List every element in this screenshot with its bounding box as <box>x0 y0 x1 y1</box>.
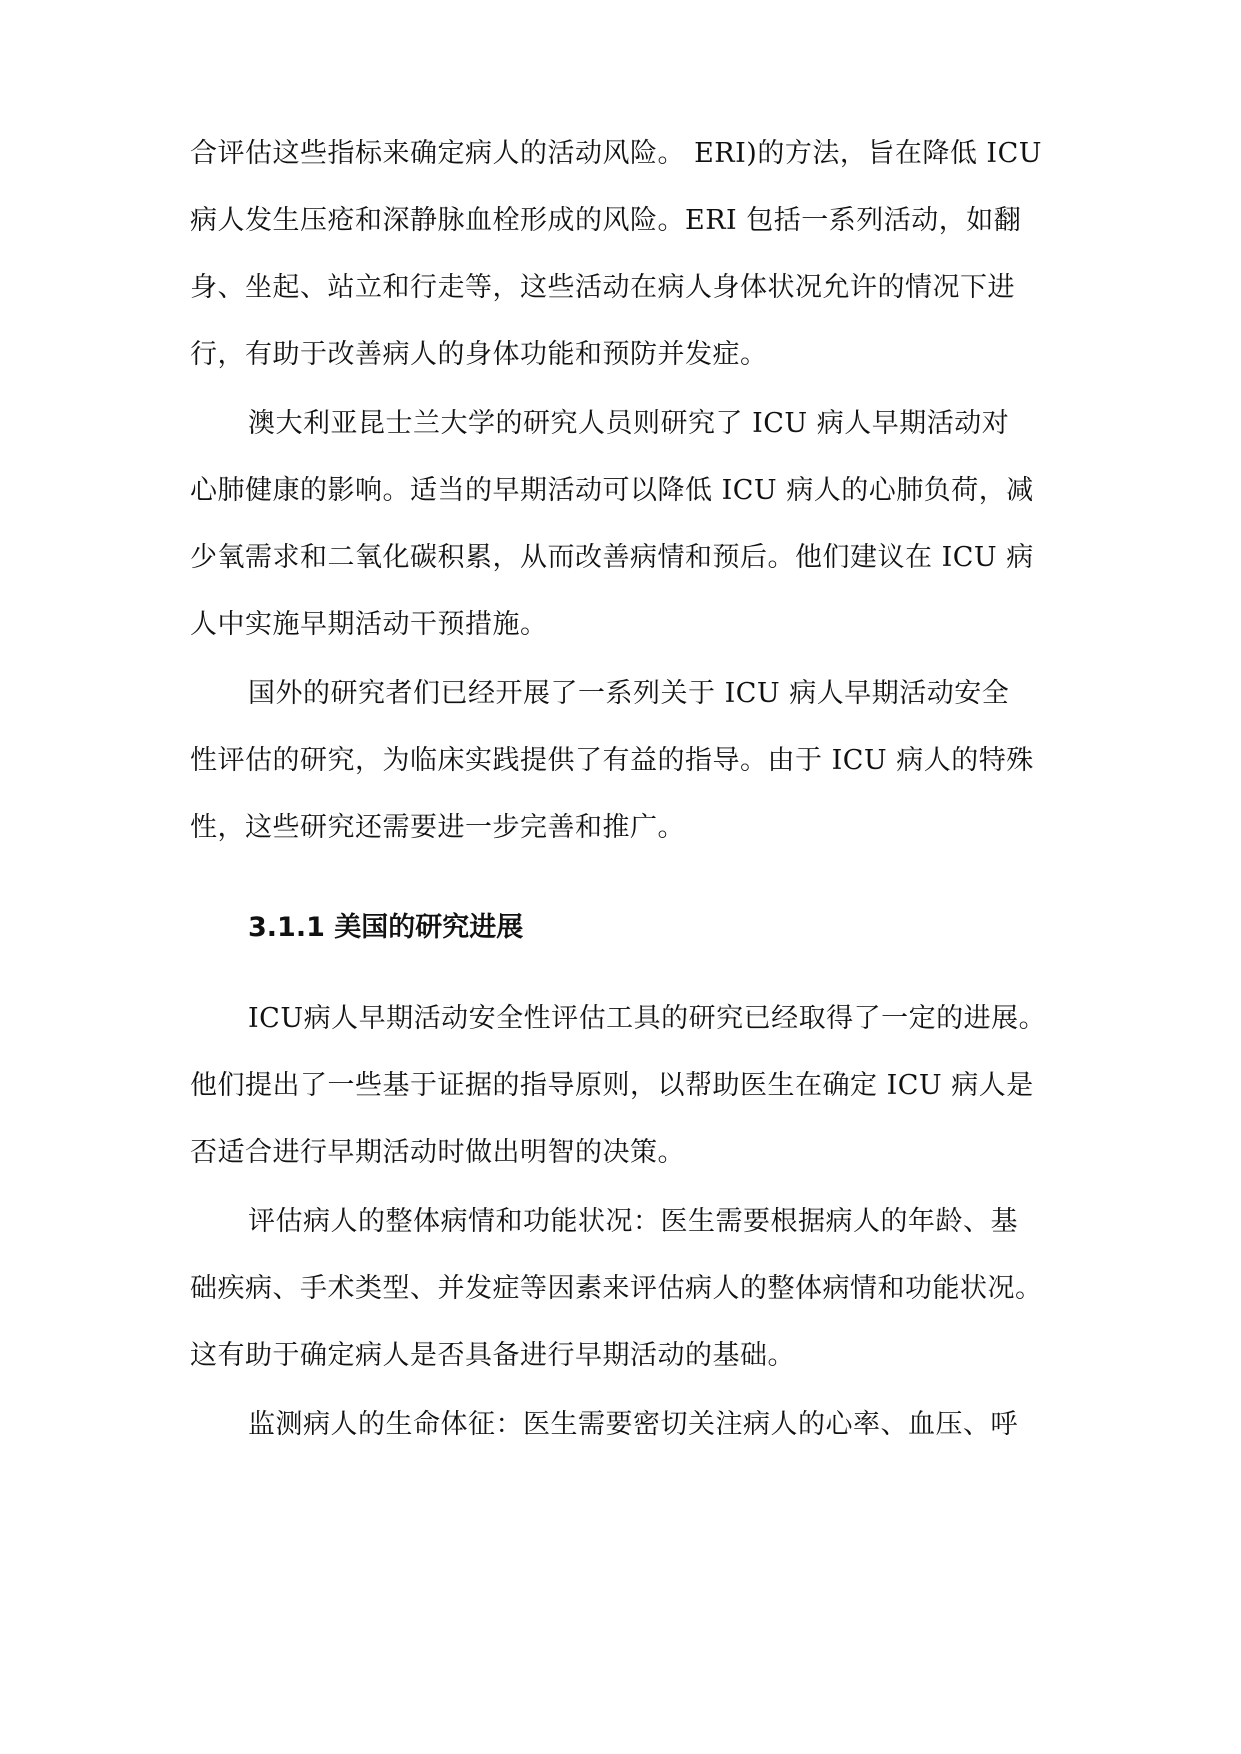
paragraph-line: 这有助于确定病人是否具备进行早期活动的基础。 <box>190 1340 795 1371</box>
paragraph-line: 否适合进行早期活动时做出明智的决策。 <box>190 1137 685 1168</box>
paragraph-line: 合评估这些指标来确定病人的活动风险。 ERI)的方法，旨在降低 ICU <box>190 138 1042 169</box>
paragraph-line: 身、坐起、站立和行走等，这些活动在病人身体状况允许的情况下进 <box>190 272 1015 303</box>
paragraph-line: ICU病人早期活动安全性评估工具的研究已经取得了一定的进展。 <box>248 1003 1047 1034</box>
paragraph-line: 澳大利亚昆士兰大学的研究人员则研究了 ICU 病人早期活动对 <box>248 408 1010 439</box>
paragraph-line: 他们提出了一些基于证据的指导原则，以帮助医生在确定 ICU 病人是 <box>190 1070 1034 1101</box>
paragraph-line: 少氧需求和二氧化碳积累，从而改善病情和预后。他们建议在 ICU 病 <box>190 542 1034 573</box>
section-heading: 3.1.1 美国的研究进展 <box>248 912 524 943</box>
paragraph-line: 监测病人的生命体征：医生需要密切关注病人的心率、血压、呼 <box>248 1409 1018 1440</box>
paragraph-line: 病人发生压疮和深静脉血栓形成的风险。ERI 包括一系列活动，如翻 <box>190 205 1022 236</box>
paragraph-line: 础疾病、手术类型、并发症等因素来评估病人的整体病情和功能状况。 <box>190 1273 1043 1304</box>
paragraph-line: 国外的研究者们已经开展了一系列关于 ICU 病人早期活动安全 <box>248 678 1010 709</box>
paragraph-line: 心肺健康的影响。适当的早期活动可以降低 ICU 病人的心肺负荷，减 <box>190 475 1034 506</box>
paragraph-line: 行，有助于改善病人的身体功能和预防并发症。 <box>190 339 768 370</box>
paragraph-line: 性，这些研究还需要进一步完善和推广。 <box>190 812 685 843</box>
paragraph-line: 评估病人的整体病情和功能状况：医生需要根据病人的年龄、基 <box>248 1206 1018 1237</box>
paragraph-line: 性评估的研究，为临床实践提供了有益的指导。由于 ICU 病人的特殊 <box>190 745 1034 776</box>
paragraph-line: 人中实施早期活动干预措施。 <box>190 609 548 640</box>
